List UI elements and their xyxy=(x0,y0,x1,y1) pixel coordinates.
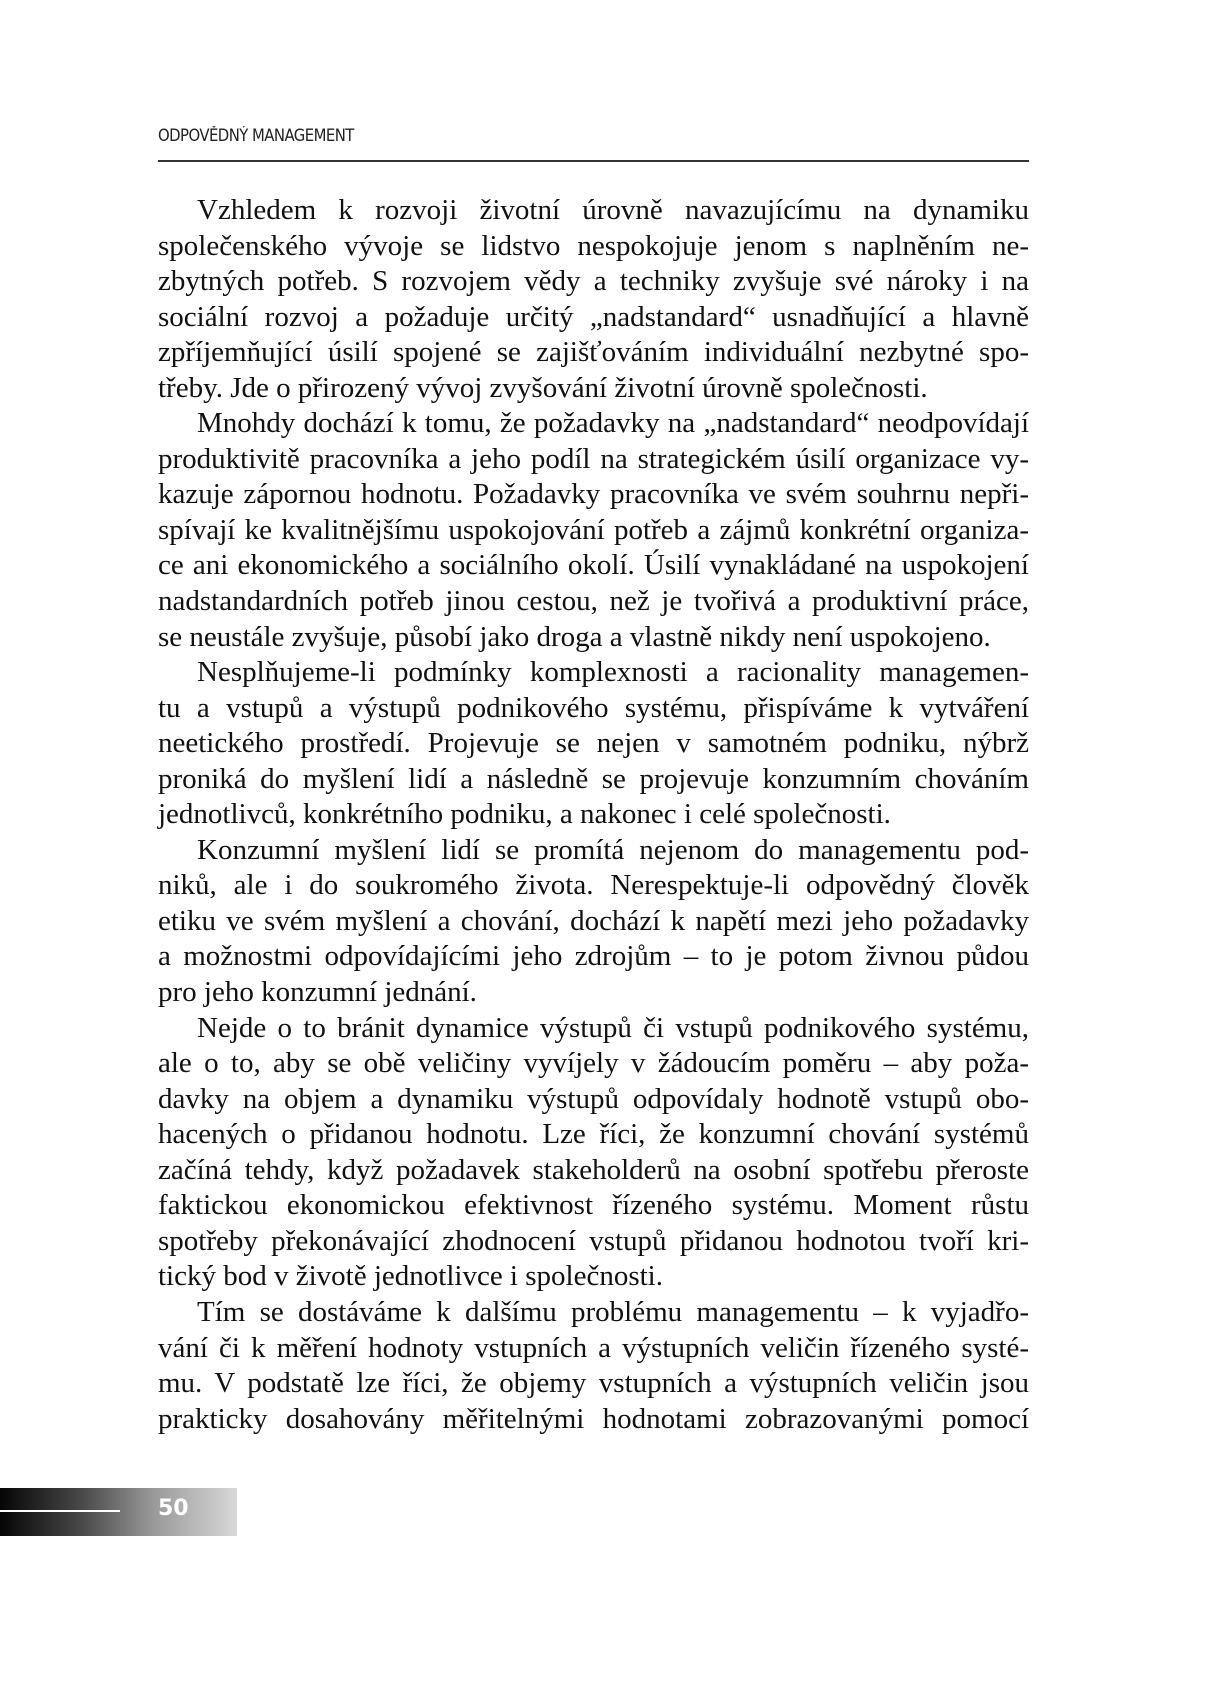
text-line: a možnostmi odpovídajícími jeho zdrojům – to je potom živnou půdou xyxy=(158,940,1029,973)
text-line: vání či k měření hodnoty vstupních a výstupních veličin řízeného systé- xyxy=(158,1331,1029,1364)
text-line: pro jeho konzumní jednání. xyxy=(158,976,477,1009)
text-line: hacených o přidanou hodnotu. Lze říci, že konzumní chování systémů xyxy=(158,1118,1029,1151)
text-line: tu a vstupů a výstupů podnikového systému, přispíváme k vytváření xyxy=(158,691,1029,724)
text-line: Tím se dostáváme k dalšímu problému managementu – k vyjadřo- xyxy=(197,1295,1029,1328)
text-line: etiku ve svém myšlení a chování, dochází k napětí mezi jeho požadavky xyxy=(158,904,1029,937)
text-line: Konzumní myšlení lidí se promítá nejenom do managementu pod- xyxy=(197,833,1029,866)
text-line: Nejde o to bránit dynamice výstupů či vstupů podnikového systému, xyxy=(197,1011,1029,1044)
body-text xyxy=(158,193,1029,1437)
text-line: spotřeby překonávající zhodnocení vstupů přidanou hodnotou tvoří kri- xyxy=(158,1224,1029,1257)
text-line: společenského vývoje se lidstvo nespokojuje jenom s naplněním ne- xyxy=(158,229,1029,262)
footer-bar xyxy=(0,1488,237,1536)
text-line: Mnohdy dochází k tomu, že požadavky na „nadstandard“ neodpovídají xyxy=(197,407,1029,440)
paragraph xyxy=(158,406,1029,655)
text-line: tický bod v životě jednotlivce i společnosti. xyxy=(158,1260,663,1293)
text-line: začíná tehdy, když požadavek stakeholderů na osobní spotřebu přeroste xyxy=(158,1153,1029,1186)
text-line: ce ani ekonomického a sociálního okolí. Úsilí vynakládané na uspokojení xyxy=(158,549,1029,582)
text-line: mu. V podstatě lze říci, že objemy vstupních a výstupních veličin jsou xyxy=(158,1367,1029,1400)
text-line: zbytných potřeb. S rozvojem vědy a techniky zvyšuje své nároky i na xyxy=(158,265,1029,298)
page-number: 50 xyxy=(158,1496,189,1521)
text-line: se neustále zvyšuje, působí jako droga a vlastně nikdy není uspokojeno. xyxy=(158,620,991,653)
text-line: spívají ke kvalitnějšímu uspokojování potřeb a zájmů konkrétní organiza- xyxy=(158,513,1029,546)
paragraph xyxy=(158,193,1029,406)
text-line: davky na objem a dynamiku výstupů odpovídaly hodnotě vstupů obo- xyxy=(158,1082,1029,1115)
text-line: jednotlivců, konkrétního podniku, a nakonec i celé společnosti. xyxy=(158,798,891,831)
footer-line xyxy=(0,1510,120,1512)
paragraph xyxy=(158,833,1029,1011)
text-line: produktivitě pracovníka a jeho podíl na strategickém úsilí organizace vy- xyxy=(158,442,1029,475)
text-line: Nesplňujeme-li podmínky komplexnosti a racionality managemen- xyxy=(197,656,1029,689)
text-line: nadstandardních potřeb jinou cestou, než je tvořivá a produktivní práce, xyxy=(158,585,1029,618)
paragraph xyxy=(158,655,1029,833)
paragraph xyxy=(158,1011,1029,1295)
text-line: proniká do myšlení lidí a následně se projevuje konzumním chováním xyxy=(158,762,1029,795)
text-line: prakticky dosahovány měřitelnými hodnotami zobrazovanými pomocí xyxy=(158,1402,1029,1435)
text-line: niků, ale i do soukromého života. Nerespektuje-li odpovědný člověk xyxy=(158,869,1029,902)
text-line: zpříjemňující úsilí spojené se zajišťováním individuální nezbytné spo- xyxy=(158,336,1029,369)
text-line: faktickou ekonomickou efektivnost řízeného systému. Moment růstu xyxy=(158,1189,1029,1222)
text-line: kazuje zápornou hodnotu. Požadavky pracovníka ve svém souhrnu nepři- xyxy=(158,478,1029,511)
text-line: Vzhledem k rozvoji životní úrovně navazujícímu na dynamiku xyxy=(197,194,1029,226)
text-line: neetického prostředí. Projevuje se nejen v samotném podniku, nýbrž xyxy=(158,727,1029,760)
header-rule xyxy=(158,160,1029,162)
text-line: třeby. Jde o přirozený vývoj zvyšování životní úrovně společnosti. xyxy=(158,371,928,404)
text-line: ale o to, aby se obě veličiny vyvíjely v žádoucím poměru – aby poža- xyxy=(158,1047,1029,1080)
text-line: sociální rozvoj a požaduje určitý „nadstandard“ usnadňující a hlavně xyxy=(158,300,1029,333)
paragraph xyxy=(158,1295,1029,1437)
running-head: ODPOVĚDNÝ MANAGEMENT xyxy=(158,126,354,145)
